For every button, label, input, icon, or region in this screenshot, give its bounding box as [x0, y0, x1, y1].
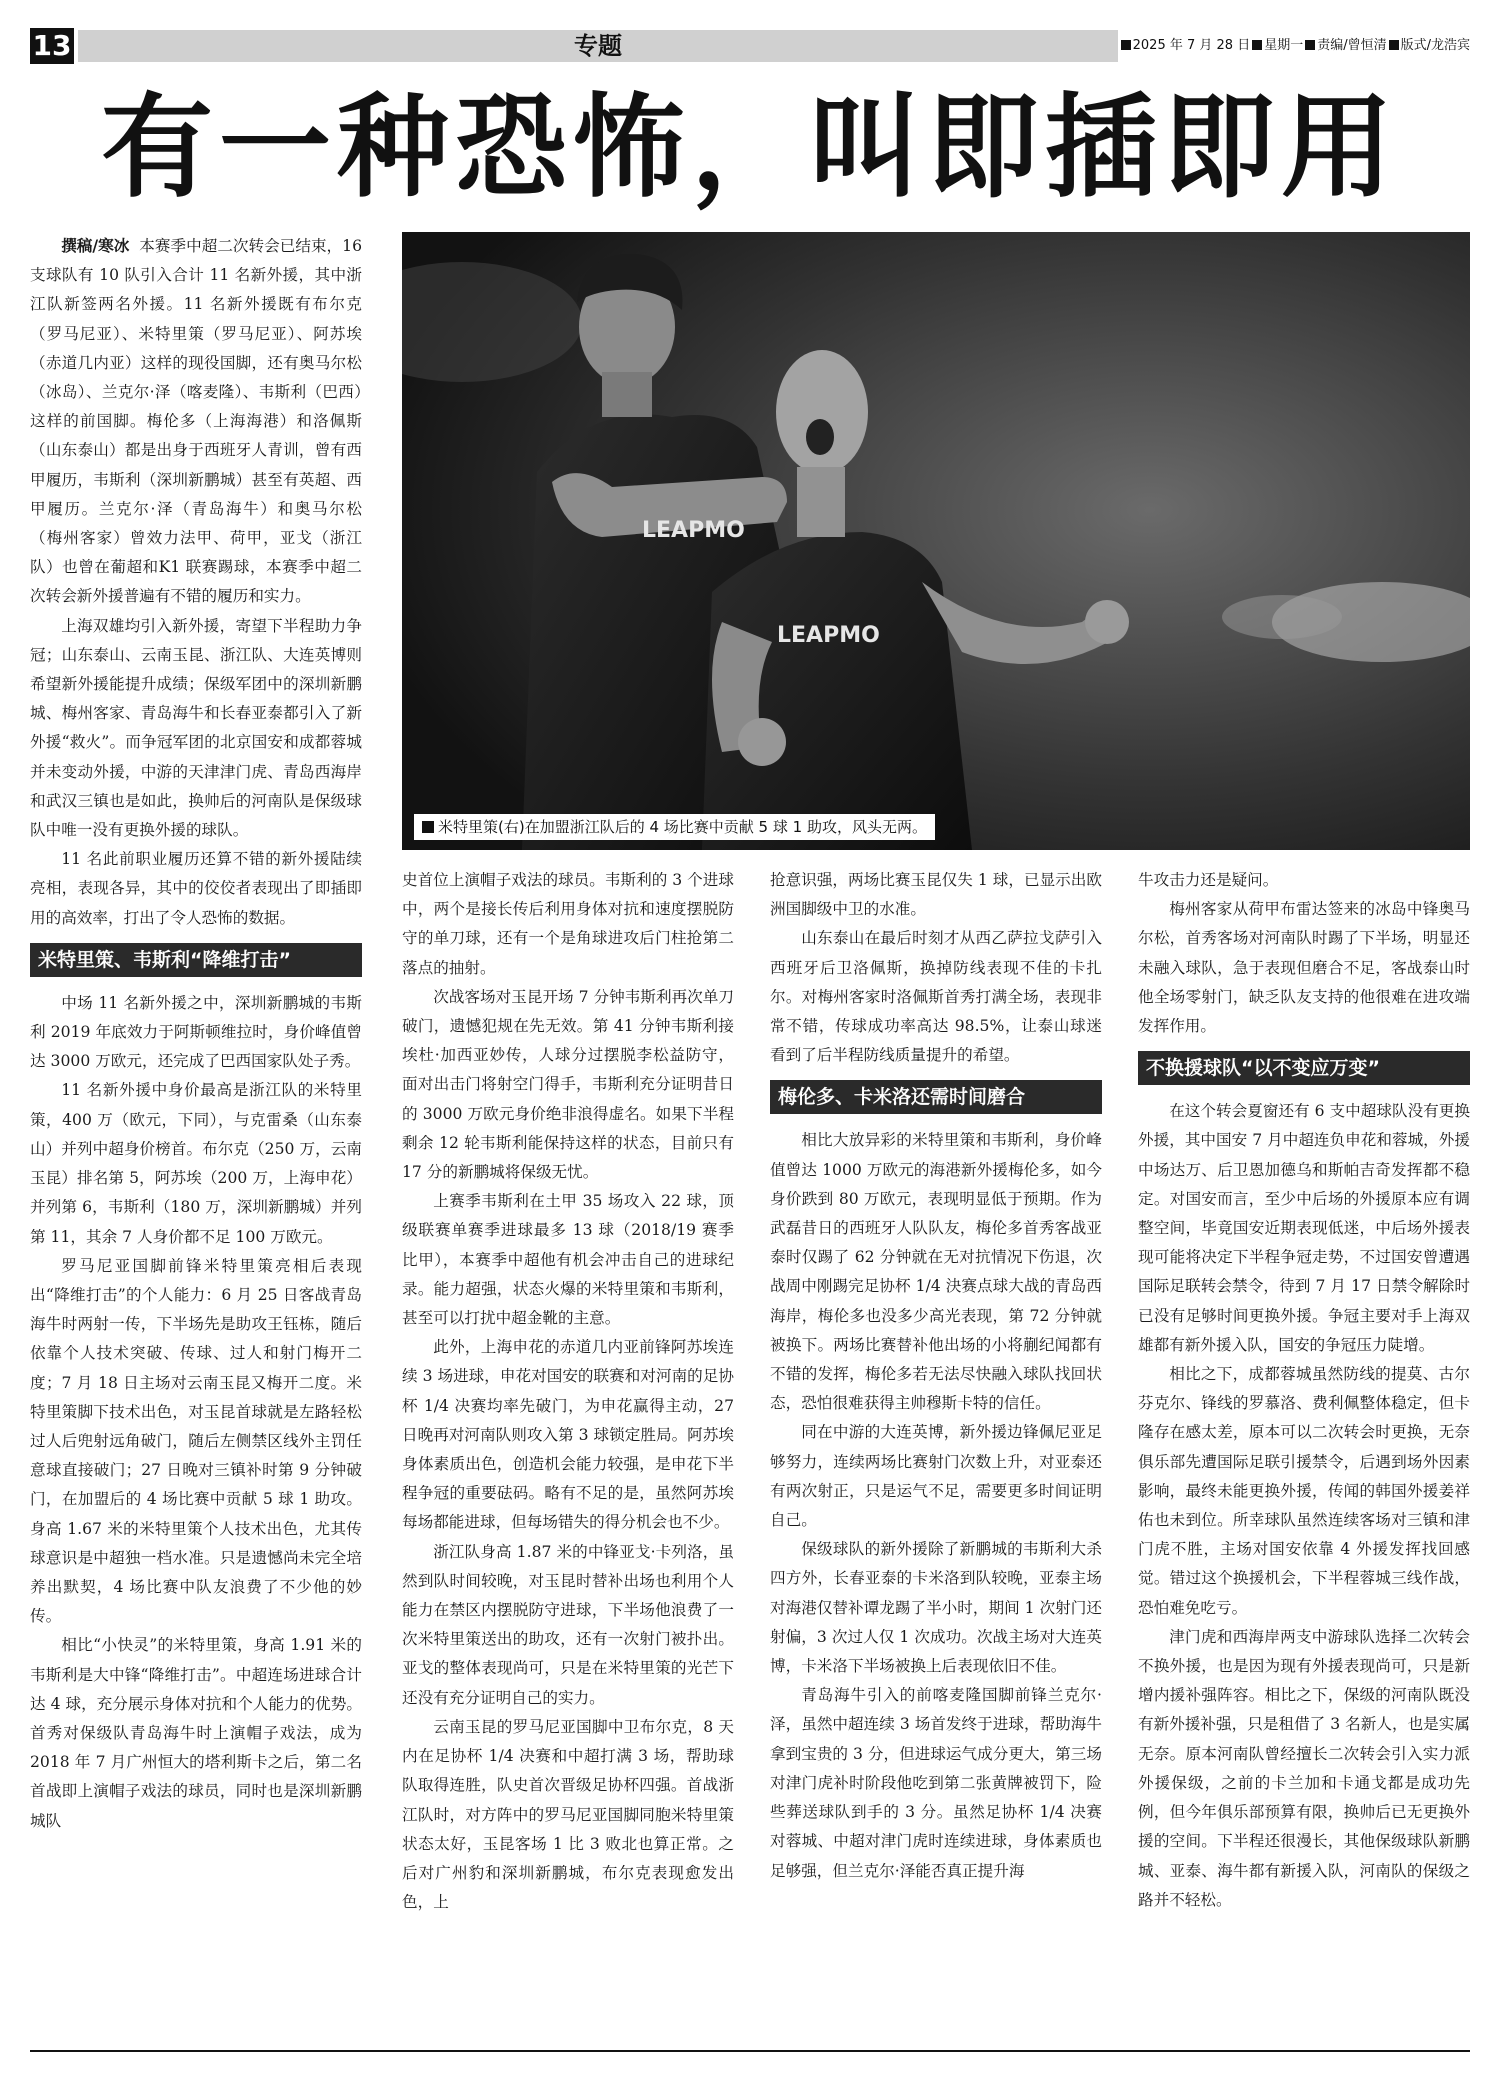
paragraph: 罗马尼亚国脚前锋米特里策亮相后表现出“降维打击”的个人能力：6 月 25 日客战青岛海牛时两射一传，下半场先是助攻王钰栋，随后依靠个人技术突破、传球、过人和射门梅开二度；7 月 18 日主场对云南玉昆又梅开二度。米特里策脚下技术出色，对玉昆首球就是左路轻松过人后兜射远角破门，随后左侧禁区线外主罚任意球直接破门；27 日晚对三镇补时第 9 分钟破门，在加盟后的 4 场比赛中贡献 5 球 1 助攻。身高 1.67 米的米特里策个人技术出色，尤其传球意识是中超独一档水准。只是遗憾尚未完全培养出默契，4 场比赛中队友浪费了不少他的妙传。: [30, 1256, 362, 1626]
headline: 有一种恐怖，叫即插即用: [101, 82, 1399, 213]
shirt-sponsor-right: LEAPMO: [777, 623, 880, 648]
paragraph: 11 名此前职业履历还算不错的新外援陆续亮相，表现各异，其中的佼佼者表现出了即插即用的高效率，打出了令人恐怖的数据。: [30, 850, 362, 927]
issue-editor: 责编/曾恒清: [1317, 38, 1387, 53]
page-number: 13: [30, 28, 74, 64]
photo-caption: [414, 814, 935, 840]
paragraph: 中场 11 名新外援之中，深圳新鹏城的韦斯利 2019 年底效力于阿斯顿维拉时，身价峰值曾达 3000 万欧元，还完成了巴西国家队处子秀。: [30, 993, 362, 1071]
paragraph: 上赛季韦斯利在土甲 35 场攻入 22 球，顶级联赛单赛季进球最多 13 球（2018/19 赛季比甲），本赛季中超他有机会冲击自己的进球纪录。能力超强，状态火爆的米特里策和韦斯利，甚至可以打扰中超金靴的主意。: [402, 1192, 734, 1328]
subhead: 梅伦多、卡米洛还需时间磨合: [770, 1080, 1102, 1114]
issue-weekday: 星期一: [1264, 38, 1304, 53]
article-column-2: [402, 866, 734, 1917]
paragraph: 相比“小快灵”的米特里策，身高 1.91 米的韦斯利是大中锋“降维打击”。中超连场进球合计达 4 球，充分展示身体对抗和个人能力的优势。首秀对保级队青岛海牛时上演帽子戏法，成为 2018 年 7 月广州恒大的塔利斯卡之后，第二名首战即上演帽子戏法的球员，同时也是深圳新鹏城队: [30, 1636, 362, 1830]
paragraph: 抢意识强，两场比赛玉昆仅失 1 球，已显示出欧洲国脚级中卫的水准。: [770, 871, 1102, 919]
shirt-sponsor-left: LEAPMO: [642, 518, 745, 543]
paragraph: 此外，上海申花的赤道几内亚前锋阿苏埃连续 3 场进球，申花对国安的联赛和对河南的足协杯 1/4 决赛均率先破门，为申花赢得主动，27 日晚再对河南队则攻入第 3 球锁定胜局。阿苏埃身体素质出色，创造机会能力较强，是申花下半程争冠的重要砝码。略有不足的是，虽然阿苏埃每场都能进球，但每场错失的得分机会也不少。: [402, 1338, 734, 1532]
paragraph: 青岛海牛引入的前喀麦隆国脚前锋兰克尔·泽，虽然中超连续 3 场首发终于进球，帮助海牛拿到宝贵的 3 分，但进球运气成分更大，第三场对津门虎补时阶段他吃到第二张黄牌被罚下，险些葬送球队到手的 3 分。虽然足协杯 1/4 决赛对蓉城、中超对津门虎时连续进球，身体素质也足够强，但兰克尔·泽能否真正提升海: [770, 1686, 1102, 1880]
paragraph: [30, 232, 362, 612]
bottom-rule: [30, 2050, 1470, 2052]
page-header: [30, 26, 1470, 66]
square-bullet-icon: [1389, 40, 1399, 50]
paragraph: 牛攻击力还是疑问。: [1138, 871, 1279, 889]
section-name: 专题: [574, 32, 622, 60]
paragraph: 云南玉昆的罗马尼亚国脚中卫布尔克，8 天内在足协杯 1/4 决赛和中超打满 3 场，帮助球队取得连胜，队史首次晋级足协杯四强。首战浙江队时，对方阵中的罗马尼亚国脚同胞米特里策状态太好，玉昆客场 1 比 3 败北也算正常。之后对广州豹和深圳新鹏城，布尔克表现愈发出色，上: [402, 1717, 734, 1912]
paragraph: 相比大放异彩的米特里策和韦斯利，身价峰值曾达 1000 万欧元的海港新外援梅伦多，如今身价跌到 80 万欧元，表现明显低于预期。作为武磊昔日的西班牙人队队友，梅伦多首秀客战亚泰时仅踢了 62 分钟就在无对抗情况下伤退，次战周中刚踢完足协杯 1/4 決赛点球大战的青岛西海岸，梅伦多也没多少高光表现，第 72 分钟就被换下。两场比赛替补他出场的小将蒯纪闻都有不错的发挥，梅伦多若无法尽快融入球队找回状态，恐怕很难获得主帅穆斯卡特的信任。: [770, 1131, 1102, 1413]
photo-caption-text: 米特里策(右)在加盟浙江队后的 4 场比赛中贡献 5 球 1 助攻，风头无两。: [438, 818, 927, 836]
paragraph: 史首位上演帽子戏法的球员。韦斯利的 3 个进球中，两个是接长传后利用身体对抗和速度摆脱防守的单刀球，还有一个是角球进攻后门柱抢第二落点的抽射。: [402, 871, 734, 977]
paragraph: 同在中游的大连英博，新外援边锋佩尼亚足够努力，连续两场比赛射门次数上升，对亚泰还有两次射正，只是运气不足，需要更多时间证明自己。: [770, 1423, 1102, 1530]
paragraph: 次战客场对玉昆开场 7 分钟韦斯利再次单刀破门，遗憾犯规在先无效。第 41 分钟韦斯利接埃杜·加西亚妙传，人球分过摆脱李松益防守，面对出击门将射空门得手，韦斯利充分证明昔日的 3000 万欧元身价绝非浪得虚名。如果下半程剩余 12 轮韦斯利能保持这样的状态，目前只有 17 分的新鹏城将保级无忧。: [402, 987, 734, 1182]
paragraph: 浙江队身高 1.87 米的中锋亚戈·卡列洛，虽然到队时间较晚，对玉昆时替补出场也利用个人能力在禁区内摆脱防守进球，下半场他浪费了一次米特里策送出的助攻，还有一次射门被扑出。亚戈的整体表现尚可，只是在米特里策的光芒下还没有充分证明自己的实力。: [402, 1542, 734, 1707]
subhead: 不换援球队“以不变应万变”: [1138, 1051, 1470, 1085]
paragraph: 相比之下，成都蓉城虽然防线的提莫、古尔芬克尔、锋线的罗慕洛、费利佩整体稳定，但卡隆存在感太差，原本可以二次转会时更换，无奈俱乐部先遭国际足联引援禁令，后遇到场外因素影响，最终未能更换外援，传闻的韩国外援姜祥佑也未到位。所幸球队虽然连续客场对三镇和津门虎不胜，主场对国安依靠 4 外援发挥找回感觉。错过这个换援机会，下半程蓉城三线作战，恐怕难免吃亏。: [1138, 1365, 1470, 1617]
paragraph: 山东泰山在最后时刻才从西乙萨拉戈萨引入西班牙后卫洛佩斯，换掉防线表现不佳的卡扎尔。对梅州客家时洛佩斯首秀打满全场，表现非常不错，传球成功率高达 98.5%，让泰山球迷看到了后半程防线质量提升的希望。: [770, 929, 1102, 1065]
issue-date: 2025 年 7 月 28 日: [1132, 38, 1251, 53]
paragraph-text: 本赛季中超二次转会已结束，16 支球队有 10 队引入合计 11 名新外援，其中浙江队新签两名外援。11 名新外援既有布尔克（罗马尼亚）、米特里策（罗马尼亚）、阿苏埃（赤道几内亚）这样的现役国脚，还有奥马尔松（冰岛）、兰克尔·泽（喀麦隆）、韦斯利（巴西）这样的前国脚。梅伦多（上海海港）和洛佩斯（山东泰山）都是出身于西班牙人青训，曾有西甲履历，韦斯利（深圳新鹏城）甚至有英超、西甲履历。兰克尔·泽（青岛海牛）和奥马尔松（梅州客家）曾效力法甲、荷甲，亚戈（浙江队）也曾在葡超和K1 联赛踢球，本赛季中超二次转会新外援普遍有不错的履历和实力。: [30, 237, 363, 606]
photo-illustration: [402, 232, 1470, 850]
paragraph: 津门虎和西海岸两支中游球队选择二次转会不换外援，也是因为现有外援表现尚可，只是新增内援补强阵容。相比之下，保级的河南队既没有新外援补强，只是租借了 3 名新人，也是实属无奈。原本河南队曾经擅长二次转会引入实力派外援保级，之前的卡兰加和卡通戈都是成功先例，但今年俱乐部预算有限，换帅后已无更换外援的空间。下半程还很漫长，其他保级球队新鹏城、亚泰、海牛都有新援入队，河南队的保级之路并不轻松。: [1138, 1627, 1470, 1909]
article-column-4: [1138, 866, 1470, 1915]
paragraph: 11 名新外援中身价最高是浙江队的米特里策，400 万（欧元，下同），与克雷桑（山东泰山）并列中超身价榜首。布尔克（250 万，云南玉昆）排名第 5，阿苏埃（200 万，上海申花）并列第 6，韦斯利（180 万，深圳新鹏城）并列第 11，其余 7 人身价都不足 100 万欧元。: [30, 1081, 362, 1246]
subhead: 米特里策、韦斯利“降维打击”: [30, 943, 362, 977]
paragraph: 在这个转会夏窗还有 6 支中超球队没有更换外援，其中国安 7 月中超连负申花和蓉城，外援中场达万、后卫恩加德乌和斯帕吉奇发挥都不稳定。对国安而言，至少中后场的外援原本应有调整空间，毕竟国安近期表现低迷，中后场外援表现可能将决定下半程争冠走势，不过国安曾遭遇国际足联转会禁令，待到 7 月 17 日禁令解除时已没有足够时间更换外援。争冠主要对手上海双雄都有新外援入队，国安的争冠压力陡增。: [1138, 1102, 1470, 1354]
article-column-1: [30, 232, 362, 1836]
paragraph: 上海双雄均引入新外援，寄望下半程助力争冠；山东泰山、云南玉昆、浙江队、大连英博则希望新外援能提升成绩；保级军团中的深圳新鹏城、梅州客家、青岛海牛和长春亚泰都引入了新外援“救火”。而争冠军团的北京国安和成都蓉城并未变动外援，中游的天津津门虎、青岛西海岸和武汉三镇也是如此，换帅后的河南队是保级球队中唯一没有更换外援的球队。: [30, 616, 362, 840]
paragraph: 梅州客家从荷甲布雷达签来的冰岛中锋奥马尔松，首秀客场对河南队时踢了下半场，明显还未融入球队，急于表现但磨合不足，客战泰山时他全场零射门，缺乏队友支持的他很难在进攻端发挥作用。: [1138, 900, 1470, 1036]
issue-meta: [1119, 34, 1470, 53]
square-bullet-icon: [1305, 40, 1315, 50]
paragraph: 保级球队的新外援除了新鹏城的韦斯利大杀四方外，长春亚泰的卡米洛到队较晚，亚泰主场对海港仅替补谭龙踢了半小时，期间 1 次射门还射偏，3 次过人仅 1 次成功。次战主场对大连英博，卡米洛下半场被换上后表现依旧不佳。: [770, 1540, 1102, 1676]
square-bullet-icon: [422, 821, 434, 833]
square-bullet-icon: [1252, 40, 1262, 50]
byline: 撰稿/寒冰: [61, 237, 130, 255]
issue-layout: 版式/龙浩宾: [1400, 38, 1470, 53]
square-bullet-icon: [1121, 40, 1131, 50]
article-column-3: [770, 866, 1102, 1886]
article-photo: [402, 232, 1470, 850]
section-bar: [78, 30, 1118, 62]
